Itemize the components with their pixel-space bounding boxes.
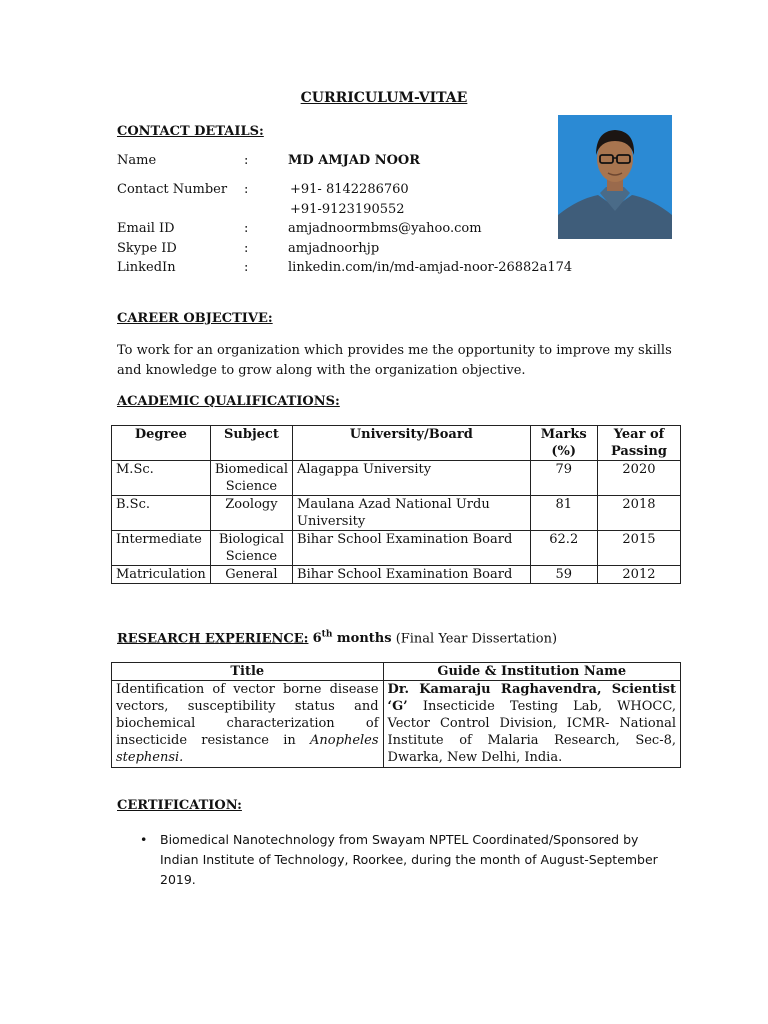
academic-heading: ACADEMIC QUALIFICATIONS: [117, 394, 340, 409]
phone-value-2: +91-9123190552 [290, 202, 405, 217]
linkedin-colon: : [244, 260, 249, 275]
cell-subject: Zoology [210, 496, 292, 531]
cell-marks: 59 [530, 566, 597, 584]
cell-year: 2015 [597, 531, 680, 566]
email-value: amjadnoormbms@yahoo.com [288, 221, 482, 236]
table-row [112, 681, 681, 768]
research-species: Anopheles stephensi. [116, 733, 379, 765]
research-duration-unit: months [336, 631, 392, 647]
bullet-icon: • [140, 832, 148, 847]
name-label: Name [117, 153, 157, 168]
cell-year: 2012 [597, 566, 680, 584]
research-duration [313, 631, 392, 646]
cell-university: Maulana Azad National Urdu University [293, 496, 531, 531]
research-heading-line [117, 630, 557, 646]
research-duration-number: 6 [312, 631, 322, 647]
phone-value-1: +91- 8142286760 [290, 182, 409, 197]
cell-subject: Biomedical Science [210, 461, 292, 496]
career-text: To work for an organization which provides me the opportunity to improve my skills and knowledge to grow along with the organization objective. [117, 343, 672, 378]
document-title: CURRICULUM-VITAE [300, 90, 468, 106]
research-guide-cell [383, 681, 680, 768]
table-row [112, 496, 681, 531]
research-title-text: Identification of vector borne disease vectors, susceptibility status and biochemical characterization of insecticide resistance in [116, 682, 379, 748]
research-duration-sup: th [321, 630, 333, 640]
research-header-row [112, 663, 681, 681]
academic-header-row [112, 426, 681, 461]
cell-subject: General [210, 566, 292, 584]
cell-degree: M.Sc. [112, 461, 211, 496]
certification-list [140, 830, 660, 890]
email-label: Email ID [117, 221, 175, 236]
cell-degree: Intermediate [112, 531, 211, 566]
cell-year: 2020 [597, 461, 680, 496]
cell-marks: 81 [530, 496, 597, 531]
header-marks: Marks (%) [530, 426, 597, 461]
certification-item-text: Biomedical Nanotechnology from Swayam NPTEL Coordinated/Sponsored by Indian Institute of Technology, Roorkee, during the month of August-September 2019. [160, 832, 658, 887]
cell-marks: 79 [530, 461, 597, 496]
name-value: MD AMJAD NOOR [288, 153, 421, 168]
skype-label: Skype ID [117, 241, 177, 256]
header-guide: Guide & Institution Name [383, 663, 680, 681]
list-item [140, 830, 660, 890]
header-title: Title [112, 663, 384, 681]
cell-degree: B.Sc. [112, 496, 211, 531]
header-year: Year of Passing [597, 426, 680, 461]
research-note: (Final Year Dissertation) [395, 631, 558, 647]
certification-heading: CERTIFICATION: [117, 798, 242, 813]
phone-label: Contact Number [117, 182, 228, 197]
research-heading: RESEARCH EXPERIENCE: [117, 631, 309, 647]
research-title-cell [112, 681, 384, 768]
header-subject: Subject [210, 426, 292, 461]
cell-university: Bihar School Examination Board [293, 531, 531, 566]
academic-table [111, 425, 681, 584]
table-row [112, 461, 681, 496]
name-colon: : [244, 153, 249, 168]
skype-value: amjadnoorhjp [288, 241, 380, 256]
header-university: University/Board [293, 426, 531, 461]
guide-institution: Insecticide Testing Lab, WHOCC, Vector Control Division, ICMR- National Institute of Malaria Research, Sec-8, Dwarka, New Delhi, India. [387, 699, 676, 765]
cell-year: 2018 [597, 496, 680, 531]
profile-photo [558, 115, 672, 239]
skype-colon: : [244, 241, 249, 256]
research-table [111, 662, 681, 768]
phone-colon: : [244, 182, 249, 197]
cell-subject: Biological Science [210, 531, 292, 566]
cell-university: Bihar School Examination Board [293, 566, 531, 584]
table-row [112, 531, 681, 566]
guide-name: Dr. Kamaraju Raghavendra, Scientist ‘G’ [387, 682, 676, 714]
cell-university: Alagappa University [293, 461, 531, 496]
linkedin-label: LinkedIn [117, 260, 176, 275]
contact-heading: CONTACT DETAILS: [117, 124, 264, 139]
linkedin-value: linkedin.com/in/md-amjad-noor-26882a174 [288, 260, 573, 275]
career-heading: CAREER OBJECTIVE: [117, 311, 273, 326]
header-degree: Degree [112, 426, 211, 461]
table-row [112, 566, 681, 584]
cell-marks: 62.2 [530, 531, 597, 566]
email-colon: : [244, 221, 249, 236]
cell-degree: Matriculation [112, 566, 211, 584]
